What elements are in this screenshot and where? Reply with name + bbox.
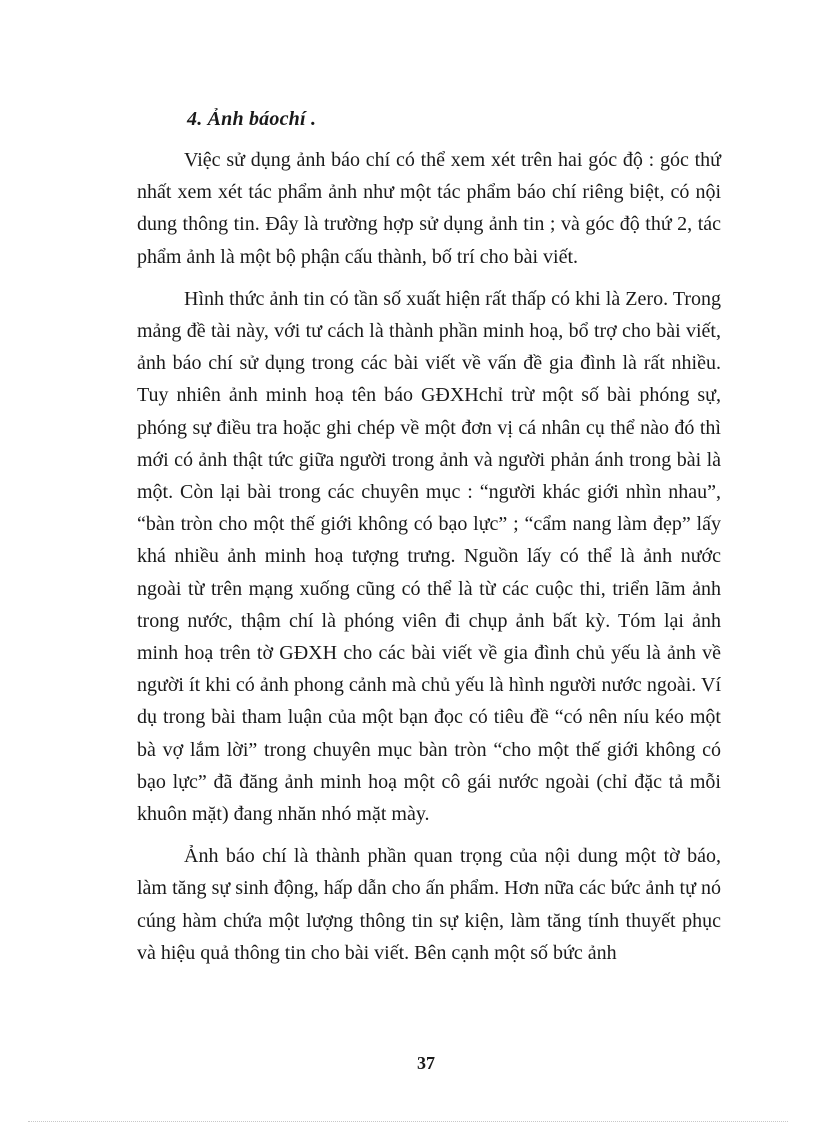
section-heading: 4. Ảnh báochí . [187,108,317,130]
body-text [137,144,721,969]
page-number: 37 [417,1053,435,1073]
paragraph-3: Ảnh báo chí là thành phần quan trọng của nội dung một tờ báo, làm tăng sự sinh động, hấp dẫn cho ấn phẩm. Hơn nữa các bức ảnh tự nó cúng hàm chứa một lượng thông tin sự kiện, làm tăng tính thuyết phục và hiệu quả thông tin cho bài viết. Bên cạnh một số bức ảnh [137,845,721,964]
paragraph-1: Việc sử dụng ảnh báo chí có thể xem xét trên hai góc độ : góc thứ nhất xem xét tác phẩm ảnh như một tác phẩm báo chí riêng biệt, có nội dung thông tin. Đây là trường hợp sử dụng ảnh tin ; và góc độ thứ 2, tác phẩm ảnh là một bộ phận cấu thành, bố trí cho bài viết. [137,149,721,268]
paragraph-2: Hình thức ảnh tin có tần số xuất hiện rất thấp có khi là Zero. Trong mảng đề tài này, với tư cách là thành phần minh hoạ, bổ trợ cho bài viết, ảnh báo chí sử dụng trong các bài viết về vấn đề gia đình là rất nhiều. Tuy nhiên ảnh minh hoạ tên báo GĐXHchỉ trừ một số bài phóng sự, phóng sự điều tra hoặc ghi chép về một đơn vị cá nhân cụ thể nào đó thì mới có ảnh thật tức giữa người trong ảnh và người phản ánh trong bài là một. Còn lại bài trong các chuyên mục : “người khác giới nhìn nhau”, “bàn tròn cho một thế giới không có bạo lực” ; “cẩm nang làm đẹp” lấy khá nhiều ảnh minh hoạ tượng trưng. Nguồn lấy có thể là ảnh nước ngoài từ trên mạng xuống cũng có thể là từ các cuộc thi, triển lãm ảnh trong nước, thậm chí là phóng viên đi chụp ảnh bất kỳ. Tóm lại ảnh minh hoạ trên tờ GĐXH cho các bài viết về gia đình chủ yếu là ảnh về người ít khi có ảnh phong cảnh mà chủ yếu là hình người nước ngoài. Ví dụ trong bài tham luận của một bạn đọc có tiêu đề “có nên níu kéo một bà vợ lắm lời” trong chuyên mục bàn tròn “cho một thế giới không có bạo lực” đã đăng ảnh minh hoạ một cô gái nước ngoài (chỉ đặc tả mỗi khuôn mặt) đang nhăn nhó mặt mày. [137,287,721,826]
footer-divider [28,1121,788,1122]
